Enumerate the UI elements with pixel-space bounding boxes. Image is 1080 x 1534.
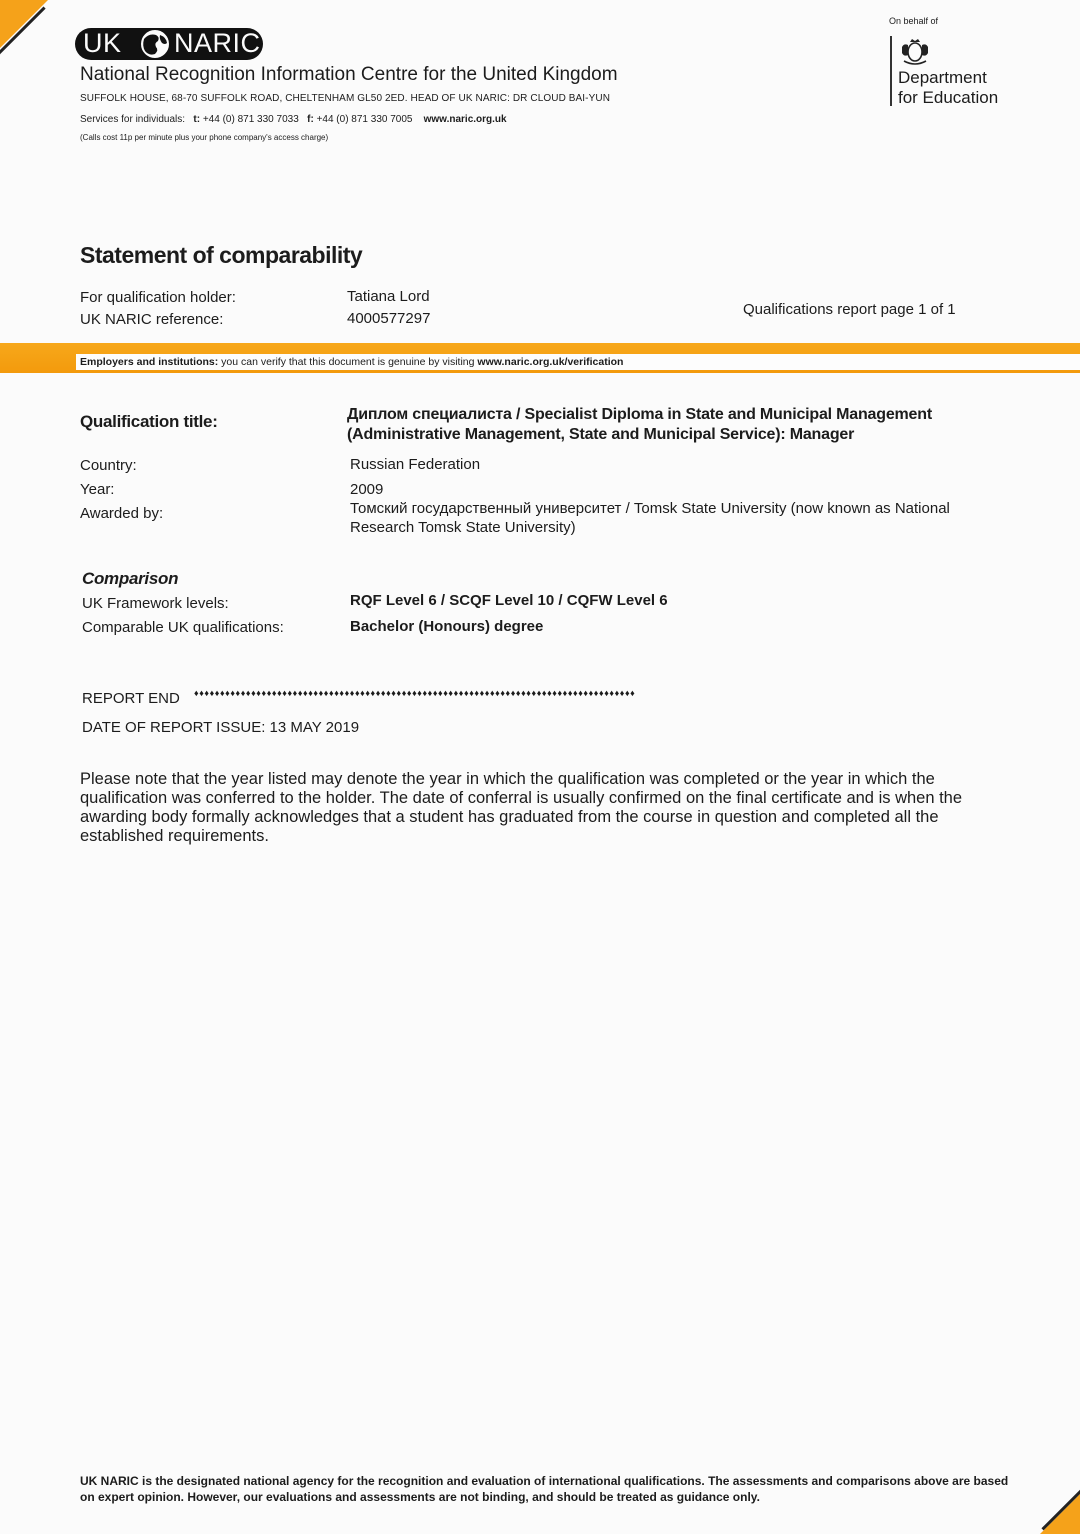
qualification-title-value: Диплом специалиста / Specialist Diploma in State and Municipal Management (Administrative Management, State and Municipal Service): Manager	[347, 406, 932, 443]
dfe-name-line1: Department	[898, 68, 987, 87]
reference-value: 4000577297	[347, 310, 431, 327]
fax-label: f:	[307, 114, 314, 125]
corner-accent-top-left	[0, 0, 48, 48]
page-info: Qualifications report page 1 of 1	[743, 301, 956, 318]
report-end-dots: ♦♦♦♦♦♦♦♦♦♦♦♦♦♦♦♦♦♦♦♦♦♦♦♦♦♦♦♦♦♦♦♦♦♦♦♦♦♦♦♦♦♦♦♦♦♦♦♦♦♦♦♦♦♦♦♦♦♦♦♦♦♦♦♦♦♦♦♦♦♦♦♦♦♦♦♦♦♦♦♦♦♦♦♦♦	[194, 688, 636, 698]
holder-label: For qualification holder:	[80, 289, 236, 306]
statement-title: Statement of comparability	[80, 242, 363, 268]
uk-naric-logo	[74, 27, 264, 61]
comparable-value: Bachelor (Honours) degree	[350, 618, 544, 635]
year-value: 2009	[350, 481, 384, 498]
reference-label: UK NARIC reference:	[80, 311, 224, 328]
royal-crest-icon	[898, 37, 932, 65]
tel-label: t:	[193, 114, 201, 125]
logo-text-naric: NARIC	[174, 28, 261, 58]
calls-cost-note: (Calls cost 11p per minute plus your phone company's access charge)	[80, 133, 329, 142]
country-value: Russian Federation	[350, 456, 481, 473]
conferral-note: Please note that the year listed may denote the year in which the qualification was completed or the year in which the qualification was conferred to the holder. The date of conferral is usually confirmed on the final certificate and is when the awarding body formally acknowledges that a student has graduated from the course in question and completed all the established requirements.	[80, 770, 963, 845]
qualification-title-label: Qualification title:	[80, 412, 218, 431]
awarded-by-label: Awarded by:	[80, 505, 164, 522]
verification-text	[80, 356, 623, 368]
holder-value: Tatiana Lord	[347, 288, 430, 305]
report-end-label: REPORT END	[82, 690, 180, 707]
comparison-heading: Comparison	[82, 569, 179, 588]
country-label: Country:	[80, 457, 137, 474]
report-issue-date: DATE OF REPORT ISSUE: 13 MAY 2019	[82, 719, 360, 736]
header-address: SUFFOLK HOUSE, 68-70 SUFFOLK ROAD, CHELTENHAM GL50 2ED. HEAD OF UK NARIC: DR CLOUD BAI-YUN	[80, 93, 611, 104]
comparable-label: Comparable UK qualifications:	[82, 619, 284, 636]
year-label: Year:	[80, 481, 115, 498]
verification-prefix: Employers and institutions:	[80, 356, 219, 368]
corner-accent-bottom-right	[1040, 1494, 1080, 1534]
framework-label: UK Framework levels:	[82, 595, 229, 612]
header-title: National Recognition Information Centre for the United Kingdom	[80, 64, 618, 85]
verification-url[interactable]: www.naric.org.uk/verification	[477, 356, 624, 368]
on-behalf-of-label: On behalf of	[889, 16, 939, 26]
tel-number: +44 (0) 871 330 7033	[202, 114, 299, 125]
framework-value: RQF Level 6 / SCQF Level 10 / CQFW Level 6	[350, 592, 668, 609]
dfe-name	[898, 68, 998, 108]
website-link[interactable]: www.naric.org.uk	[423, 114, 507, 125]
awarded-by-value: Томский государственный университет / Tomsk State University (now known as National Research Tomsk State University)	[350, 500, 950, 536]
disclaimer: UK NARIC is the designated national agency for the recognition and evaluation of international qualifications. The assessments and comparisons above are based on expert opinion. However, our evaluations and assessments are not binding, and should be treated as guidance only.	[80, 1474, 1009, 1504]
logo-text-uk: UK	[83, 28, 122, 58]
dfe-name-line2: for Education	[898, 88, 999, 107]
dfe-divider	[890, 36, 892, 106]
header-services	[80, 114, 507, 125]
verification-body: you can verify that this document is genuine by visiting	[218, 356, 478, 368]
fax-number: +44 (0) 871 330 7005	[316, 114, 413, 125]
services-label: Services for individuals:	[80, 114, 186, 125]
